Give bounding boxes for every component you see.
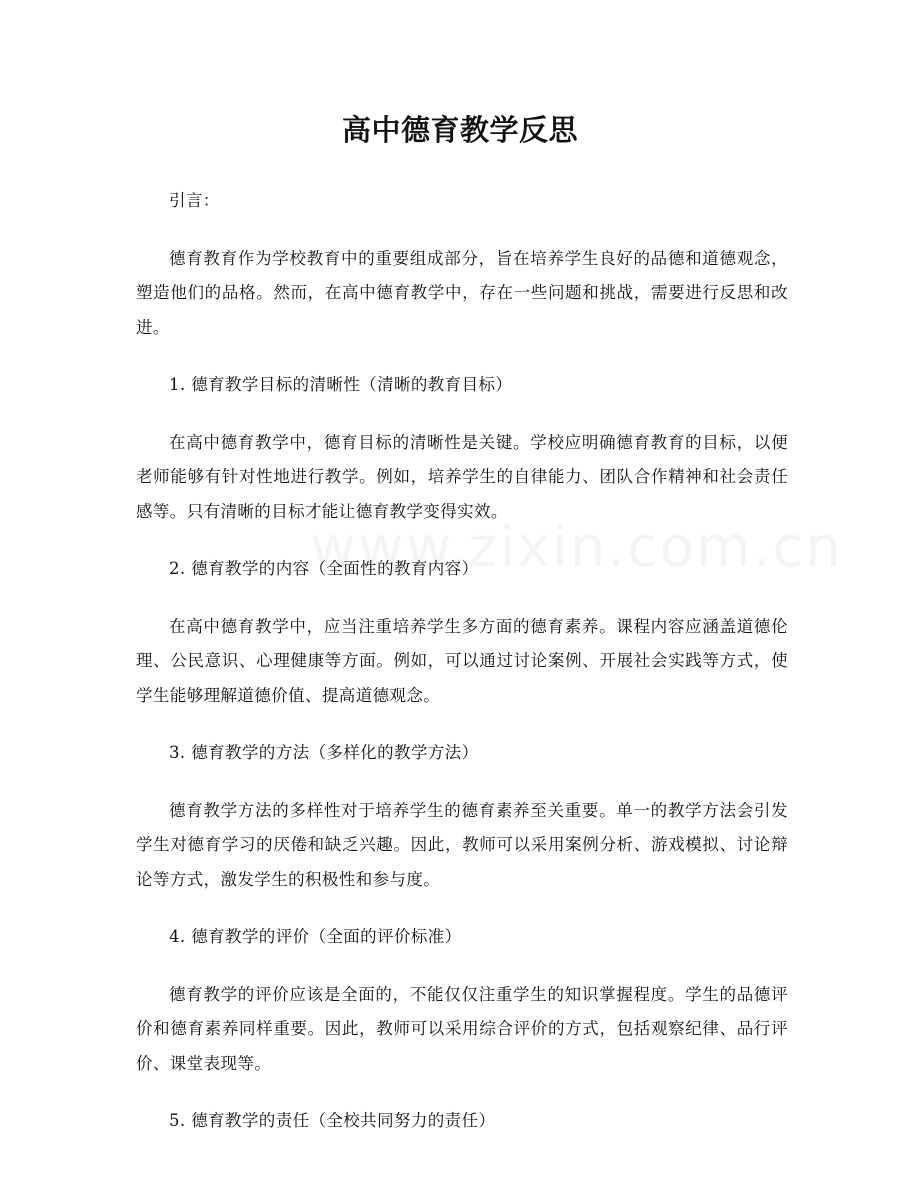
section-paragraph-4: 德育教学的评价应该是全面的，不能仅仅注重学生的知识掌握程度。学生的品德评价和德育素养同样重要。因此，教师可以采用综合评价的方式，包括观察纪律、品行评价、课堂表现等。 <box>136 984 788 1073</box>
section-paragraph-3: 德育教学方法的多样性对于培养学生的德育素养至关重要。单一的教学方法会引发学生对德育学习的厌倦和缺乏兴趣。因此，教师可以采用案例分析、游戏模拟、讨论辩论等方式，激发学生的积极性和参与度。 <box>136 800 788 889</box>
section-heading-3: 3. 德育教学的方法（多样化的教学方法） <box>169 743 479 762</box>
section-heading-2: 2. 德育教学的内容（全面性的教育内容） <box>169 559 479 578</box>
section-heading-1: 1. 德育教学目标的清晰性（清晰的教育目标） <box>169 375 513 394</box>
intro-label: 引言： <box>169 191 220 210</box>
section-paragraph-2: 在高中德育教学中，应当注重培养学生多方面的德育素养。课程内容应涵盖道德伦理、公民意识、心理健康等方面。例如，可以通过讨论案例、开展社会实践等方式，使学生能够理解道德价值、提高道德观念。 <box>136 616 788 705</box>
section-heading-5: 5. 德育教学的责任（全校共同努力的责任） <box>169 1111 496 1130</box>
intro-paragraph: 德育教育作为学校教育中的重要组成部分，旨在培养学生良好的品德和道德观念，塑造他们的品格。然而，在高中德育教学中，存在一些问题和挑战，需要进行反思和改进。 <box>136 248 788 337</box>
section-heading-4: 4. 德育教学的评价（全面的评价标准） <box>169 927 462 946</box>
page-title: 高中德育教学反思 <box>341 113 578 147</box>
section-paragraph-1: 在高中德育教学中，德育目标的清晰性是关键。学校应明确德育教育的目标，以便老师能够有针对性地进行教学。例如，培养学生的自律能力、团队合作精神和社会责任感等。只有清晰的目标才能让德育教学变得实效。 <box>136 432 788 521</box>
document-body <box>136 184 788 1139</box>
